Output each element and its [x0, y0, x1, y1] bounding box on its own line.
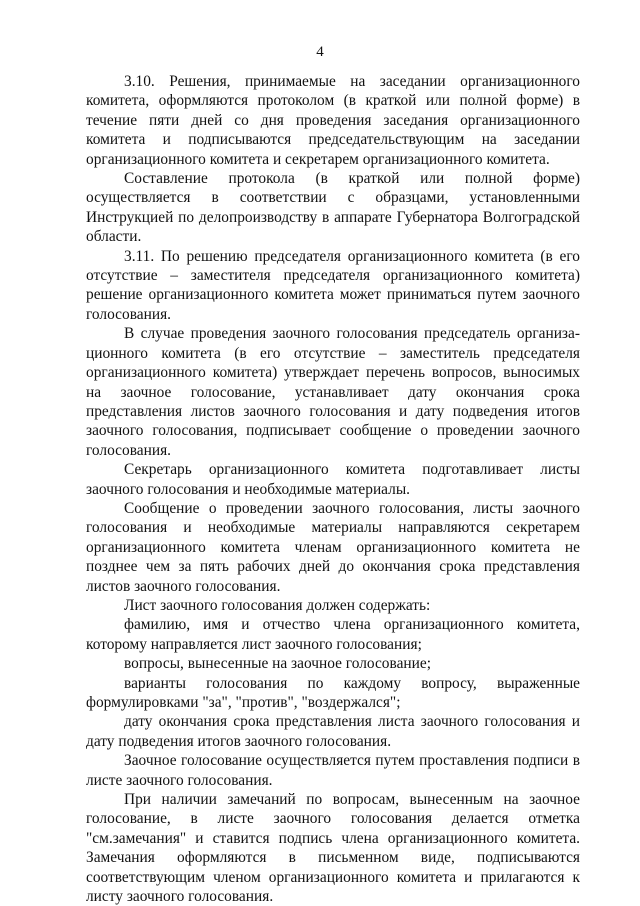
paragraph-3-11: 3.11. По решению председателя организационного комитета (в его отсутствие – заместителя председателя организационного комитета) решение организационного комитета может приниматься путем заочного голосования.	[86, 247, 580, 323]
paragraph-ballot-item-questions: вопросы, вынесенные на заочное голосование;	[124, 655, 431, 673]
paragraph-3-10: 3.10. Решения, принимаемые на заседании организационного комитета, оформляются протоколом (в краткой или полной форме) в течение пяти дней со дня проведения заседания организационного комитета и подписываются председательствующим на заседании организационного комитета и секретарем организационного комитета.	[86, 73, 580, 168]
paragraph-notice-sent: Сообщение о проведении заочного голосования, листы заочного голосования и необходимые материалы направляются секретарем организационного комитета членам организационного комитета не позднее чем за пять рабочих дней до окончания срока представления листов заочного голосования.	[86, 499, 580, 595]
paragraph-ballot-item-options: варианты голосования по каждому вопросу, выраженные формулировками "за", "против", "воздержался";	[86, 674, 580, 711]
paragraph-absentee-vote-procedure: В случае проведения заочного голосования председатель организационного комитета (в его отсутствие – заместитель председателя организационного комитета) утверждает перечень вопросов, выносимых на заочное голосование, устанавливает дату окончания срока представления листов заочного голосования и дату подведения итогов заочного голосования, подписывает сообщение о проведении заочного голосования.	[86, 325, 580, 459]
paragraph-ballot-item-dates: дату окончания срока представления листа заочного голосования и дату подведения итогов заочного голосования.	[86, 713, 580, 750]
page-number: 4	[316, 44, 324, 60]
paragraph-ballot-item-name: фамилию, имя и отчество члена организационного комитета, которому направляется лист заочного голосования;	[86, 616, 580, 653]
paragraph-signature: Заочное голосование осуществляется путем проставления подписи в листе заочного голосования.	[86, 752, 580, 789]
paragraph-remarks: При наличии замечаний по вопросам, вынесенным на заочное голосование, в листе заочного голосования делается отметка "см.замечания" и ставится подпись члена организационного комитета. Замечания оформляются в письменном виде, подписываются соответствующим членом организационного комитета и прилагаются к листу заочного голосования.	[86, 791, 580, 906]
document-body	[86, 72, 580, 906]
paragraph-secretary-prepares: Секретарь организационного комитета подготавливает листы заочного голосования и необходимые материалы.	[86, 461, 580, 498]
paragraph-protocol-compilation: Составление протокола (в краткой или полной форме) осуществляется в соответствии с образцами, установленными Инструкцией по делопроизводству в аппарате Губернатора Волгоградской области.	[86, 170, 580, 246]
paragraph-ballot-contents: Лист заочного голосования должен содержать:	[124, 596, 431, 614]
